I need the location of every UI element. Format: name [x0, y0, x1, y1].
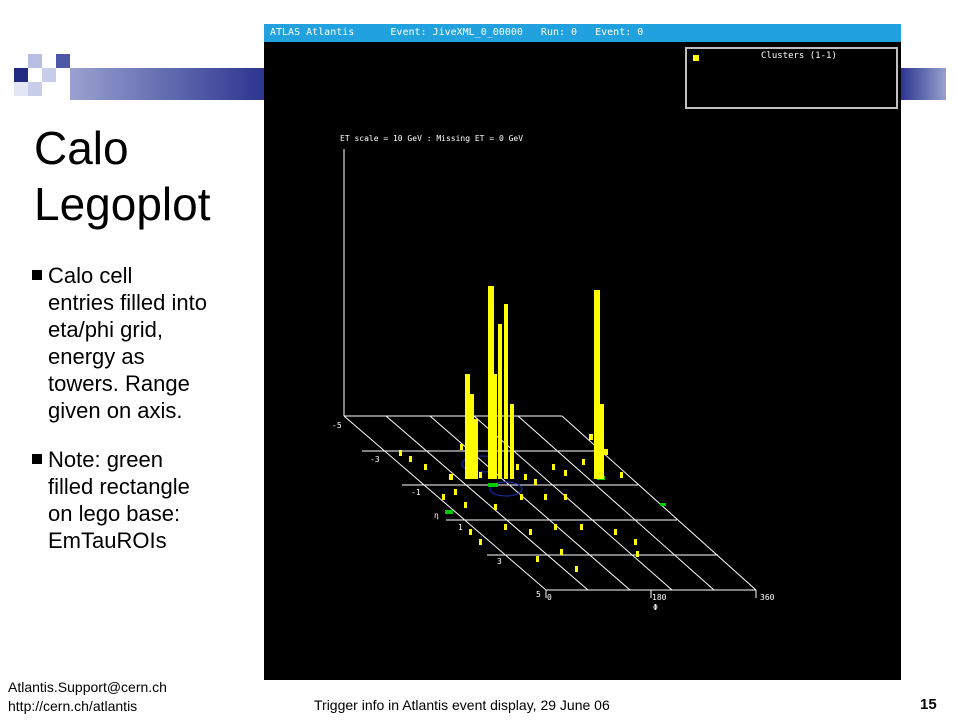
energy-tower	[498, 324, 502, 479]
slide-title-line2: Legoplot	[34, 178, 211, 230]
roi-rect	[488, 483, 498, 487]
energy-tower	[564, 470, 567, 476]
eta-tick-label: -3	[370, 455, 380, 464]
et-scale-label: ET scale = 10 GeV : Missing ET = 0 GeV	[340, 134, 524, 143]
energy-tower	[492, 374, 497, 479]
decor-square-light	[14, 82, 28, 96]
energy-tower	[560, 549, 563, 555]
decor-square-dark	[56, 54, 70, 68]
eta-tick-label: 1	[458, 523, 463, 532]
energy-tower	[524, 474, 527, 480]
energy-tower	[469, 529, 472, 535]
atlantis-title-bar: ATLAS Atlantis Event: JiveXML_0_00000 Run: 0 Event: 0	[264, 24, 901, 42]
energy-tower	[504, 524, 507, 530]
roi-rect	[660, 503, 666, 506]
atlantis-window	[264, 24, 901, 680]
energy-tower	[465, 374, 470, 479]
decor-gradient-bar	[70, 68, 264, 100]
lego-grid	[344, 149, 756, 598]
energy-tower	[575, 566, 578, 572]
eta-axis-label: η	[434, 511, 439, 520]
footer-title: Trigger info in Atlantis event display, 29 June 06	[314, 697, 610, 713]
energy-tower	[474, 419, 478, 479]
energy-tower	[536, 556, 539, 562]
energy-tower	[454, 489, 457, 495]
energy-tower	[442, 494, 445, 500]
decor-square-light	[42, 68, 56, 82]
energy-tower	[529, 529, 532, 535]
eta-tick-label: 5	[536, 590, 541, 599]
footer-contact	[8, 678, 167, 716]
bullet-text: Calo cell entries filled into eta/phi grid, energy as towers. Range given on axis.	[48, 263, 207, 423]
footer-url: http://cern.ch/atlantis	[8, 698, 138, 714]
footer-email: Atlantis.Support@cern.ch	[8, 679, 167, 695]
page-number: 15	[920, 696, 937, 713]
energy-tower	[599, 404, 604, 479]
energy-tower	[479, 539, 482, 545]
energy-tower	[544, 494, 547, 500]
energy-tower	[470, 394, 474, 479]
energy-tower	[424, 464, 427, 470]
energy-tower	[554, 524, 557, 530]
energy-tower	[409, 456, 412, 462]
decor-square-dark	[14, 68, 28, 82]
legend-label: Clusters (1-1)	[761, 51, 837, 61]
energy-tower	[604, 449, 608, 455]
phi-tick-label: 180	[652, 593, 667, 602]
energy-tower	[464, 502, 467, 508]
phi-tick-label: 360	[760, 593, 775, 602]
energy-tower	[479, 472, 482, 478]
phi-ticks	[547, 593, 775, 612]
energy-tower	[564, 494, 567, 500]
energy-tower	[582, 459, 585, 465]
bullet-list	[30, 262, 245, 576]
lego-plot	[264, 24, 901, 680]
energy-tower	[534, 479, 537, 485]
energy-tower	[636, 551, 639, 557]
energy-tower	[494, 504, 497, 510]
slide-title	[34, 120, 211, 232]
energy-tower	[589, 434, 593, 440]
phi-tick-label: 0	[547, 593, 552, 602]
energy-tower	[516, 464, 519, 470]
energy-tower	[460, 444, 463, 450]
energy-tower	[614, 529, 617, 535]
energy-tower	[552, 464, 555, 470]
phi-axis-label: Φ	[653, 603, 658, 612]
bullet-text: Note: green filled rectangle on lego base: EmTauROIs	[48, 447, 190, 553]
decor-square-light	[28, 82, 42, 96]
energy-tower	[504, 304, 508, 479]
energy-tower	[620, 472, 623, 478]
energy-tower	[520, 494, 523, 500]
eta-tick-label: -5	[332, 421, 342, 430]
energy-tower	[634, 539, 637, 545]
eta-tick-label: -1	[411, 488, 421, 497]
bullet-item	[30, 262, 245, 424]
decor-square-light	[28, 54, 42, 68]
energy-tower	[449, 474, 453, 480]
energy-tower	[510, 404, 514, 479]
energy-tower	[399, 450, 402, 456]
decor-gradient-bar-right	[901, 68, 946, 100]
eta-tick-label: 3	[497, 557, 502, 566]
bullet-item	[30, 446, 245, 554]
energy-tower	[580, 524, 583, 530]
roi-rect	[445, 510, 453, 514]
slide-title-line1: Calo	[34, 122, 129, 174]
